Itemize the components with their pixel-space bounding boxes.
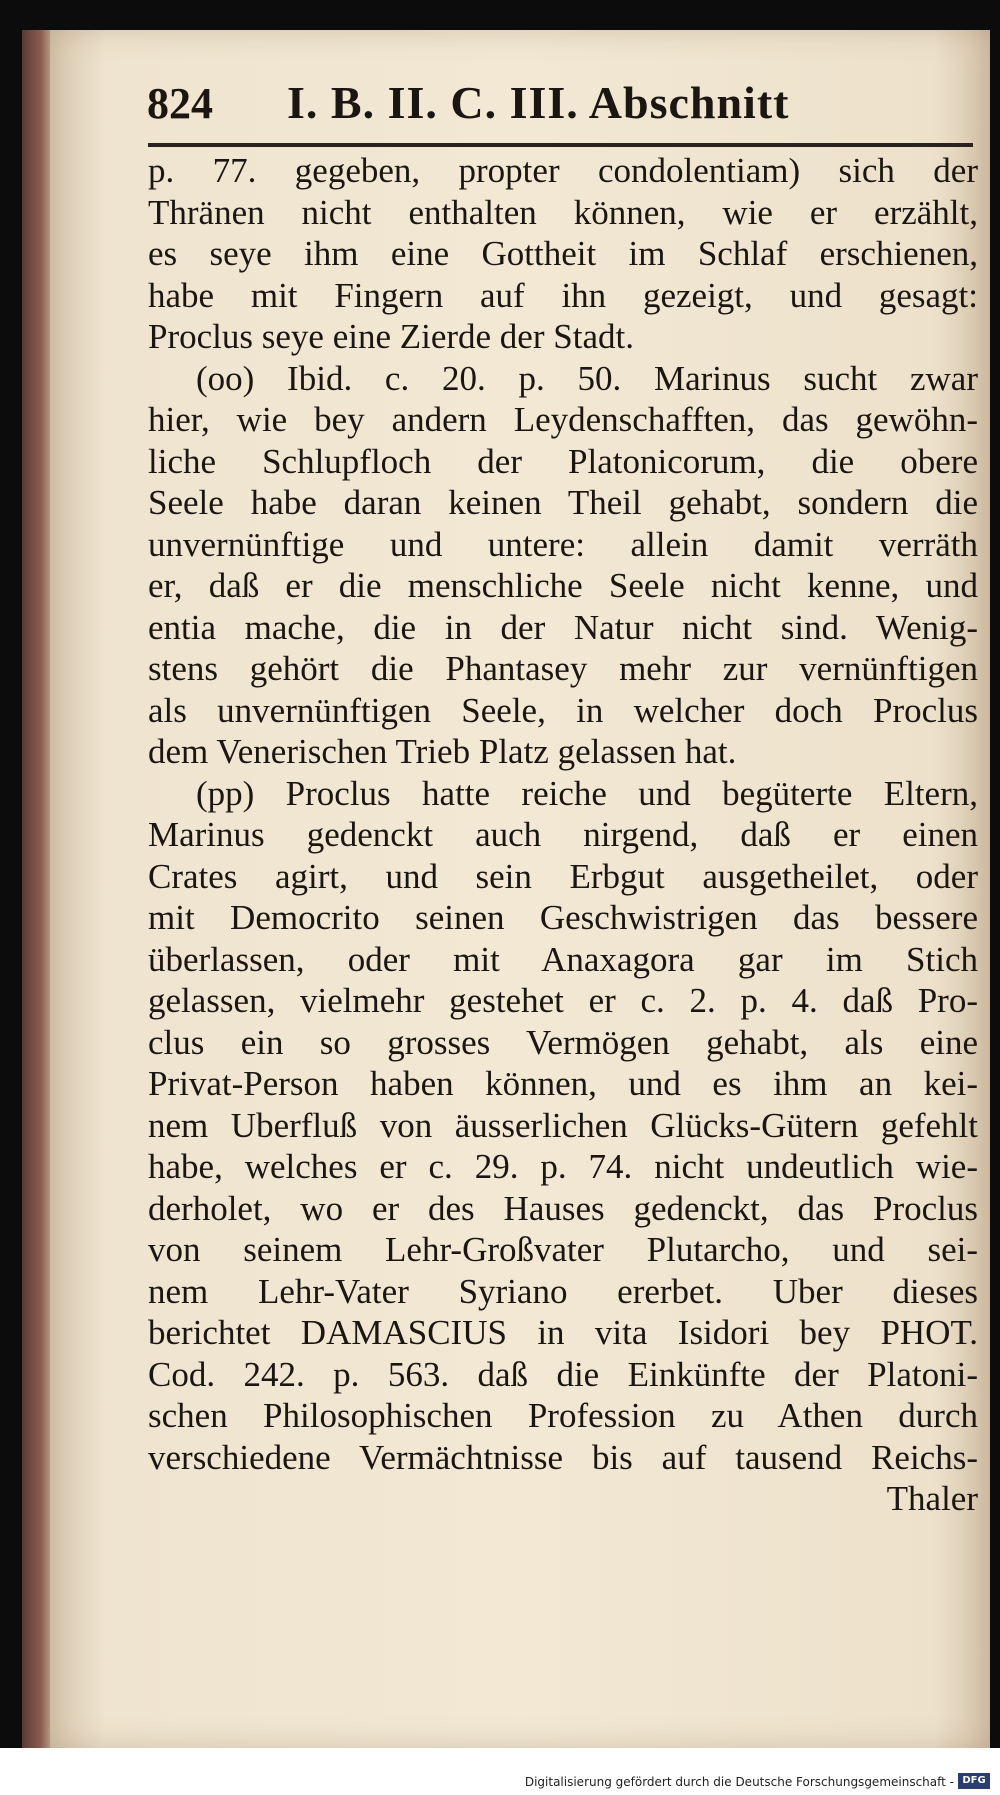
page-number: 824 <box>147 79 213 128</box>
footer-bar <box>0 1748 1000 1795</box>
text-line: schen Philosophischen Profession zu Athen durch <box>148 1396 978 1435</box>
text-line: (pp) Proclus hatte reiche und begüterte Eltern, <box>196 773 978 813</box>
text-line: dem Venerischen Trieb Platz gelassen hat. <box>148 732 737 771</box>
dfg-logo: DFG <box>958 1773 990 1789</box>
text-line: es seye ihm eine Gottheit im Schlaf erschienen, <box>148 234 978 273</box>
text-line: Cod. 242. p. 563. daß die Einkünfte der Platoni- <box>148 1354 978 1394</box>
text-line: stens gehört die Phantasey mehr zur vernünftigen <box>148 649 978 688</box>
text-line: liche Schlupfloch der Platonicorum, die obere <box>148 441 978 481</box>
text-line: Proclus seye eine Zierde der Stadt. <box>148 317 634 356</box>
text-line: entia mache, die in der Natur nicht sind. Wenig- <box>148 607 978 647</box>
text-line: clus ein so grosses Vermögen gehabt, als eine <box>148 1022 978 1062</box>
text-line: unvernünftige und untere: allein damit verräth <box>148 524 978 564</box>
text-line: nem Uberfluß von äusserlichen Glücks-Gütern gefehlt <box>148 1105 978 1145</box>
text-line: hier, wie bey andern Leydenschafften, das gewöhn- <box>148 400 978 439</box>
text-line: habe, welches er c. 29. p. 74. nicht undeutlich wie- <box>148 1147 978 1186</box>
footer-credit: Digitalisierung gefördert durch die Deutsche Forschungsgemeinschaft - <box>524 1775 954 1789</box>
text-line: Thaler <box>886 1479 978 1518</box>
text-line: verschiedene Vermächtnisse bis auf tausend Reichs- <box>148 1437 978 1477</box>
text-line: er, daß er die menschliche Seele nicht kenne, und <box>148 566 978 605</box>
text-line: als unvernünftigen Seele, in welcher doch Proclus <box>148 690 978 730</box>
text-line: Crates agirt, und sein Erbgut ausgetheilet, oder <box>148 856 978 896</box>
text-line: derholet, wo er des Hauses gedenckt, das Proclus <box>148 1188 978 1228</box>
text-line: nem Lehr-Vater Syriano ererbet. Uber dieses <box>148 1271 978 1311</box>
text-line: Privat-Person haben können, und es ihm an kei- <box>148 1064 978 1103</box>
text-line: (oo) Ibid. c. 20. p. 50. Marinus sucht zwar <box>196 358 978 398</box>
text-line: Seele habe daran keinen Theil gehabt, sondern die <box>148 483 978 522</box>
header-rule <box>148 143 973 147</box>
text-line: Marinus gedenckt auch nirgend, daß er einen <box>148 815 978 854</box>
text-line: von seinem Lehr-Großvater Plutarcho, und sei- <box>148 1230 978 1269</box>
text-line: p. 77. gegeben, propter condolentiam) sich der <box>148 151 978 190</box>
text-line: Thränen nicht enthalten können, wie er erzählt, <box>148 192 978 232</box>
text-line: berichtet DAMASCIUS in vita Isidori bey PHOT. <box>148 1313 978 1352</box>
body-text <box>148 150 978 1520</box>
text-line: habe mit Fingern auf ihn gezeigt, und gesagt: <box>148 275 978 315</box>
running-head: I. B. II. C. III. Abschnitt <box>287 77 790 128</box>
text-line: überlassen, oder mit Anaxagora gar im Stich <box>148 939 978 979</box>
text-line: gelassen, vielmehr gestehet er c. 2. p. 4. daß Pro- <box>148 981 978 1020</box>
text-line: mit Democrito seinen Geschwistrigen das bessere <box>148 898 978 937</box>
page-header <box>95 74 965 144</box>
